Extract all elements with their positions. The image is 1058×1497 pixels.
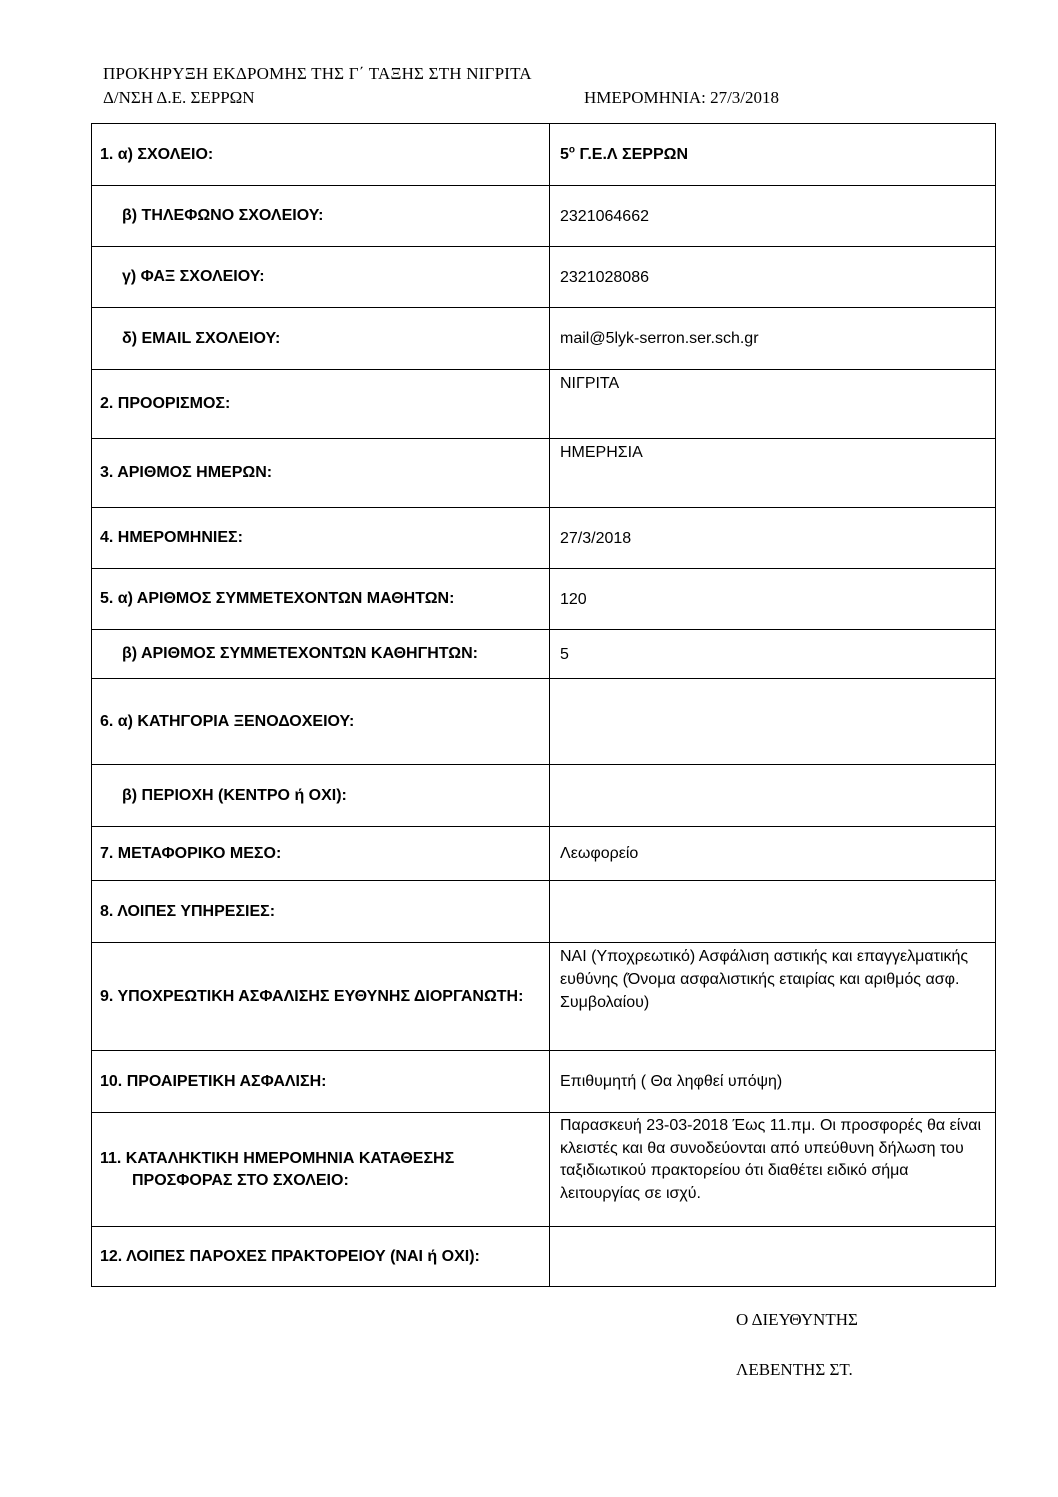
value-cell — [550, 308, 996, 370]
fax-label: γ) ΦΑΞ ΣΧΟΛΕΙΟΥ: — [122, 268, 265, 285]
mandatory-insurance-label: 9. ΥΠΟΧΡΕΩΤΙΚΗ ΑΣΦΑΛΙΣΗΣ ΕΥΘΥΝΗΣ ΔΙΟΡΓΑΝΩΤΗ: — [100, 987, 524, 1005]
deadline-label: 11. ΚΑΤΑΛΗΚΤΙΚΗ ΗΜΕΡΟΜΗΝΙΑ ΚΑΤΑΘΕΣΗΣ ΠΡΟΣΦΟΡΑΣ ΣΤΟ ΣΧΟΛΕΙΟ: — [100, 1149, 455, 1189]
students-label: 5. α) ΑΡΙΘΜΟΣ ΣΥΜΜΕΤΕΧΟΝΤΩΝ ΜΑΘΗΤΩΝ: — [100, 590, 455, 607]
table-row — [92, 679, 996, 765]
school-value — [550, 143, 995, 166]
label-cell — [92, 569, 550, 630]
signatory-name: ΛΕΒΕΝΤΗΣ ΣΤ. — [736, 1360, 853, 1379]
students-value: 120 — [560, 590, 587, 608]
document-date: ΗΜΕΡΟΜΗΝΙΑ: 27/3/2018 — [584, 88, 780, 107]
value-cell — [550, 508, 996, 569]
label-cell — [92, 439, 550, 508]
value-cell — [550, 1113, 996, 1227]
value-cell — [550, 630, 996, 679]
value-cell — [550, 370, 996, 439]
table-row — [92, 439, 996, 508]
agency-extras-label: 12. ΛΟΙΠΕΣ ΠΑΡΟΧΕΣ ΠΡΑΚΤΟΡΕΙΟΥ (ΝΑΙ ή ΟΧΙ): — [100, 1247, 480, 1265]
label-cell — [92, 827, 550, 881]
value-cell — [550, 569, 996, 630]
label-cell — [92, 508, 550, 569]
table-row — [92, 881, 996, 943]
signatory-role: Ο ΔΙΕΥΘΥΝΤΗΣ — [736, 1310, 858, 1329]
table-row — [92, 186, 996, 247]
table-row — [92, 247, 996, 308]
destination-label: 2. ΠΡΟΟΡΙΣΜΟΣ: — [100, 395, 231, 412]
table-row — [92, 308, 996, 370]
label-cell — [92, 630, 550, 679]
label-cell — [92, 247, 550, 308]
label-cell — [92, 1227, 550, 1287]
table-row — [92, 943, 996, 1051]
transport-label: 7. ΜΕΤΑΦΟΡΙΚΟ ΜΕΣΟ: — [100, 844, 282, 862]
table-row — [92, 508, 996, 569]
label-cell — [92, 765, 550, 827]
label-cell — [92, 186, 550, 247]
optional-insurance-value: Επιθυμητή ( Θα ληφθεί υπόψη) — [560, 1073, 783, 1090]
table-row — [92, 124, 996, 186]
label-cell — [92, 308, 550, 370]
destination-value: ΝΙΓΡΙΤΑ — [560, 375, 620, 392]
value-cell — [550, 881, 996, 943]
label-cell — [92, 124, 550, 186]
fax-value: 2321028086 — [560, 268, 649, 286]
mandatory-insurance-value: ΝΑΙ (Υποχρεωτικό) Ασφάλιση αστικής και επαγγελματικής ευθύνης (Όνομα ασφαλιστικής εταιρίας και αριθμός ασφ. Συμβολαίου) — [560, 948, 969, 1011]
school-label: 1. α) ΣΧΟΛΕΙΟ: — [100, 145, 214, 163]
deadline-value: Παρασκευή 23-03-2018 Έως 11.πμ. Οι προσφορές θα είναι κλειστές και θα συνοδεύονται από υπεύθυνη δήλωση του ταξιδιωτικού πρακτορείου ότι διαθέτει ειδικό σήμα λειτουργίας σε ισχύ. — [560, 1117, 982, 1202]
trip-announcement-table — [91, 123, 996, 1287]
teachers-value: 5 — [560, 645, 569, 663]
label-cell — [92, 679, 550, 765]
school-value-name: Γ.Ε.Λ ΣΕΡΡΩΝ — [575, 146, 688, 163]
value-cell — [550, 247, 996, 308]
label-cell — [92, 370, 550, 439]
label-cell — [92, 881, 550, 943]
table-row — [92, 1051, 996, 1113]
value-cell — [550, 679, 996, 765]
phone-label: β) ΤΗΛΕΦΩΝΟ ΣΧΟΛΕΙΟΥ: — [122, 207, 324, 224]
label-cell — [92, 1051, 550, 1113]
label-cell — [92, 943, 550, 1051]
transport-value: Λεωφορείο — [560, 845, 639, 862]
document-title: ΠΡΟΚΗΡΥΞΗ ΕΚΔΡΟΜΗΣ ΤΗΣ Γ΄ ΤΑΞΗΣ ΣΤΗ ΝΙΓΡΙΤΑ — [103, 64, 532, 83]
school-value-number: 5 — [560, 146, 569, 163]
dates-value: 27/3/2018 — [560, 529, 632, 547]
table-row — [92, 1227, 996, 1287]
table-row — [92, 765, 996, 827]
value-cell — [550, 124, 996, 186]
email-value: mail@5lyk-serron.ser.sch.gr — [560, 330, 759, 347]
dates-label: 4. ΗΜΕΡΟΜΗΝΙΕΣ: — [100, 529, 243, 546]
school-value-ordinal: ο — [568, 144, 576, 156]
value-cell — [550, 186, 996, 247]
other-services-label: 8. ΛΟΙΠΕΣ ΥΠΗΡΕΣΙΕΣ: — [100, 902, 276, 920]
table-row — [92, 630, 996, 679]
value-cell — [550, 827, 996, 881]
label-cell — [92, 1113, 550, 1227]
value-cell — [550, 1051, 996, 1113]
table-row — [92, 370, 996, 439]
days-value: ΗΜΕΡΗΣΙΑ — [560, 444, 643, 461]
value-cell — [550, 765, 996, 827]
table-row — [92, 1113, 996, 1227]
directorate-label: Δ/ΝΣΗ Δ.Ε. ΣΕΡΡΩΝ — [103, 88, 255, 107]
area-label: β) ΠΕΡΙΟΧΗ (ΚΕΝΤΡΟ ή ΟΧΙ): — [122, 786, 347, 804]
days-label: 3. ΑΡΙΘΜΟΣ ΗΜΕΡΩΝ: — [100, 464, 273, 481]
phone-value: 2321064662 — [560, 207, 649, 225]
value-cell — [550, 1227, 996, 1287]
teachers-label: β) ΑΡΙΘΜΟΣ ΣΥΜΜΕΤΕΧΟΝΤΩΝ ΚΑΘΗΓΗΤΩΝ: — [122, 645, 478, 662]
value-cell — [550, 439, 996, 508]
table-row — [92, 827, 996, 881]
hotel-category-label: 6. α) ΚΑΤΗΓΟΡΙΑ ΞΕΝΟΔΟΧΕΙΟΥ: — [100, 712, 355, 730]
table-row — [92, 569, 996, 630]
value-cell — [550, 943, 996, 1051]
email-label: δ) EMAIL ΣΧΟΛΕΙΟΥ: — [122, 329, 281, 347]
optional-insurance-label: 10. ΠΡΟΑΙΡΕΤΙΚΗ ΑΣΦΑΛΙΣΗ: — [100, 1072, 327, 1090]
